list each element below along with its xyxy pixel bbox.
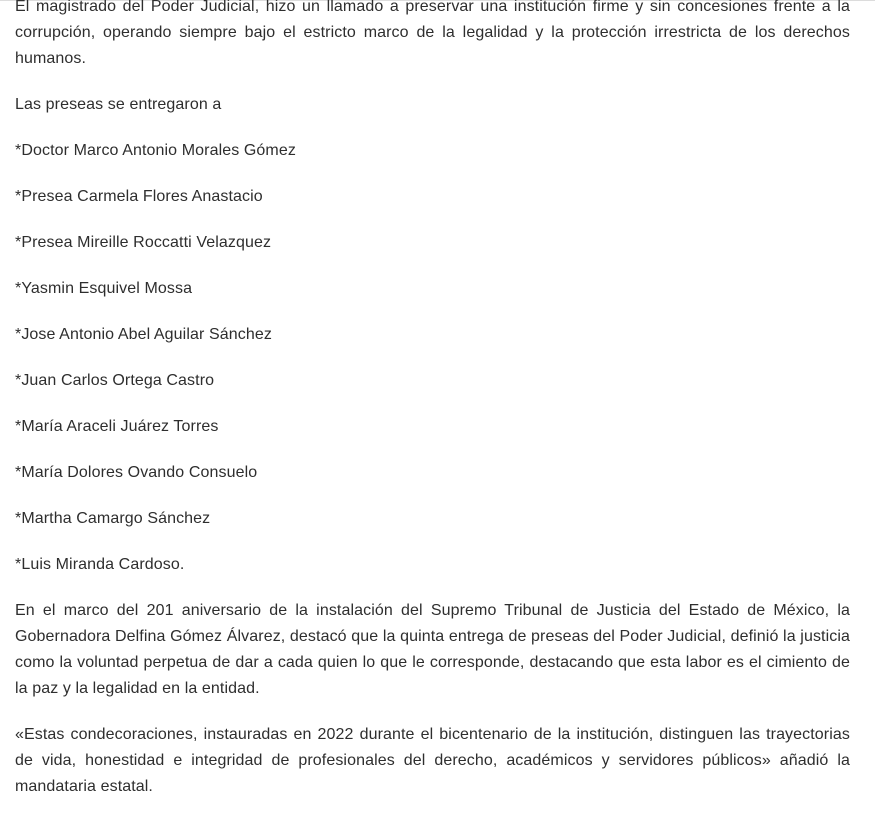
awardee-item: *Juan Carlos Ortega Castro [15,372,215,389]
paragraph-quote-mandataria: «Estas condecoraciones, instauradas en 2022 durante el bicentenario de la institución, distinguen las trayectorias de vida, honestidad e integridad de profesionales del derecho, académicos y servidores públicos» añadió la mandataria estatal. [15,726,850,795]
awardee-item: *Martha Camargo Sánchez [15,510,211,527]
awardee-item: *Presea Carmela Flores Anastacio [15,188,263,205]
awardee-item: *Doctor Marco Antonio Morales Gómez [15,142,296,159]
awardee-item: *María Dolores Ovando Consuelo [15,464,258,481]
awardee-item: *Luis Miranda Cardoso. [15,556,185,573]
awardee-item: *Yasmin Esquivel Mossa [15,280,193,297]
paragraph-aniversario: En el marco del 201 aniversario de la instalación del Supremo Tribunal de Justicia del Estado de México, la Gobernadora Delfina Gómez Álvarez, destacó que la quinta entrega de preseas del Poder Judicial, definió la justicia como la voluntad perpetua de dar a cada quien lo que le corresponde, destacando que esta labor es el cimiento de la paz y la legalidad en la entidad. [15,602,850,697]
paragraph-magistrado-llamado: El magistrado del Poder Judicial, hizo un llamado a preservar una institución firme y sin concesiones frente a la corrupción, operando siempre bajo el estricto marco de la legalidad y la protección irrestricta de los derechos humanos. [15,0,850,67]
paragraph-preseas-intro: Las preseas se entregaron a [15,96,222,113]
awardee-item: *María Araceli Juárez Torres [15,418,219,435]
awardee-item: *Jose Antonio Abel Aguilar Sánchez [15,326,272,343]
awardee-item: *Presea Mireille Roccatti Velazquez [15,234,272,251]
article-body [15,0,850,820]
